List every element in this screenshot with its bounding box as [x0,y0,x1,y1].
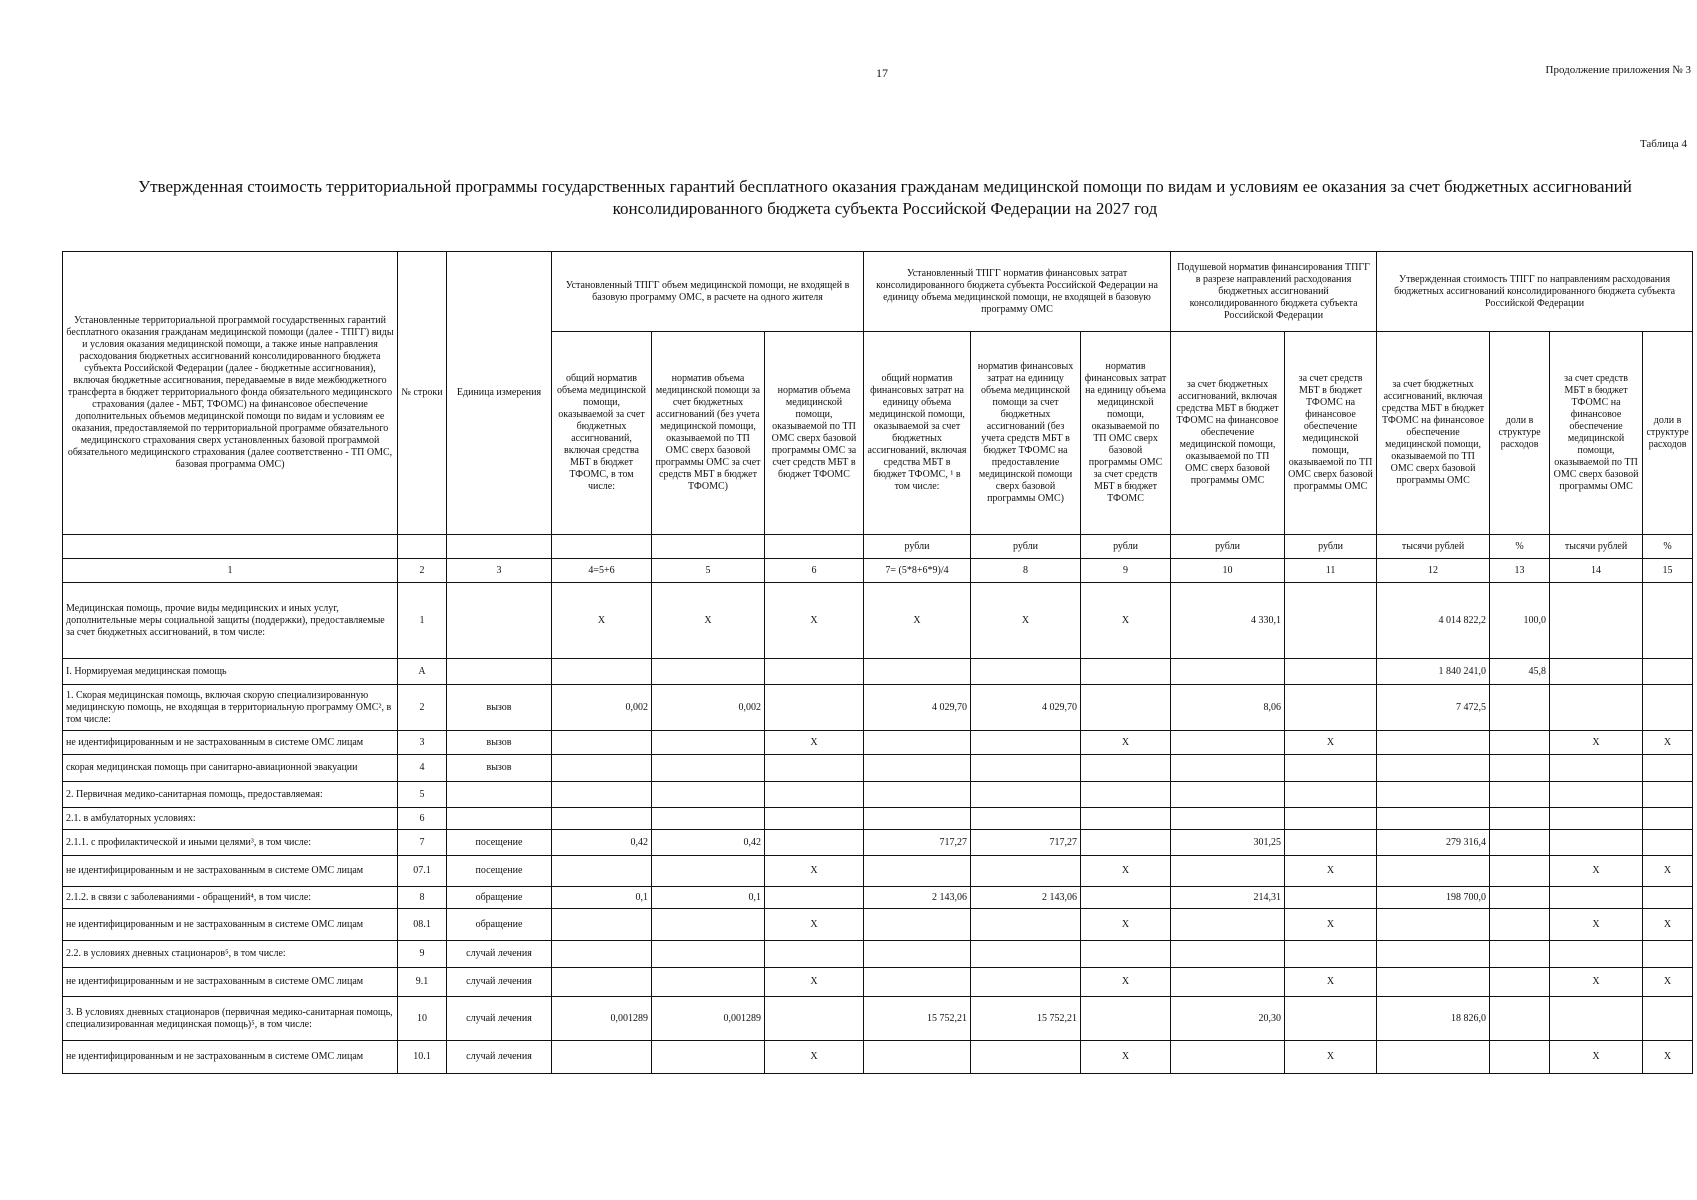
cell-c11 [1285,583,1377,659]
cell-c10: 8,06 [1171,685,1285,731]
row-number: 1 [398,583,447,659]
cell-c10: 20,30 [1171,997,1285,1041]
row-number: 9.1 [398,968,447,997]
column-number-cell: 2 [398,559,447,583]
cell-c11: X [1285,731,1377,755]
unit-cell: рубли [1171,535,1285,559]
cell-c8 [971,755,1081,782]
cell-c8 [971,909,1081,941]
cell-c6: X [765,968,864,997]
cell-c8 [971,856,1081,887]
header-group-volume: Установленный ТПГГ объем медицинской помощи, не входящей в базовую программу ОМС, в расчете на одного жителя [552,252,864,332]
cell-c13: 45,8 [1490,659,1550,685]
row-name: 2.1.2. в связи с заболеваниями - обращений⁴, в том числе: [63,887,398,909]
cell-c12 [1377,856,1490,887]
cell-c5 [652,941,765,968]
cell-c11 [1285,830,1377,856]
cell-c6: X [765,1041,864,1074]
cell-c10 [1171,941,1285,968]
cell-c15: X [1643,909,1693,941]
cell-c13 [1490,731,1550,755]
row-number: 07.1 [398,856,447,887]
row-name: I. Нормируемая медицинская помощь [63,659,398,685]
row-name: 3. В условиях дневных стационаров (первичная медико-санитарная помощь, специализированная медицинская помощь)⁵, в том числе: [63,997,398,1041]
row-number: А [398,659,447,685]
cell-c6: X [765,731,864,755]
cell-c13 [1490,941,1550,968]
cell-c7: 4 029,70 [864,685,971,731]
column-number-cell: 8 [971,559,1081,583]
cell-c4: X [552,583,652,659]
cell-c10 [1171,909,1285,941]
cell-c15 [1643,782,1693,808]
cell-c9: X [1081,856,1171,887]
cell-c9: X [1081,968,1171,997]
cell-c13 [1490,755,1550,782]
table-row [63,909,1693,941]
row-name: 2. Первичная медико-санитарная помощь, предоставляемая: [63,782,398,808]
cell-c15: X [1643,968,1693,997]
cell-c8 [971,1041,1081,1074]
cell-c6: X [765,909,864,941]
row-number: 5 [398,782,447,808]
cell-c5 [652,968,765,997]
column-number-cell: 4=5+6 [552,559,652,583]
cell-c9 [1081,941,1171,968]
table-row [63,685,1693,731]
row-unit [447,782,552,808]
cell-c5 [652,808,765,830]
cell-c10 [1171,755,1285,782]
cell-c11 [1285,887,1377,909]
cell-c7 [864,856,971,887]
column-number-cell: 15 [1643,559,1693,583]
cell-c7 [864,968,971,997]
unit-cell [398,535,447,559]
header-c12: за счет бюджетных ассигнований, включая средства МБТ в бюджет ТФОМС на финансовое обеспечение медицинской помощи, оказываемой по ТП ОМС сверх базовой программы ОМС [1377,332,1490,535]
cell-c12: 18 826,0 [1377,997,1490,1041]
cell-c10 [1171,1041,1285,1074]
row-unit: вызов [447,755,552,782]
cell-c8 [971,808,1081,830]
cell-c7 [864,941,971,968]
cell-c6 [765,997,864,1041]
cell-c8: 717,27 [971,830,1081,856]
cell-c12: 198 700,0 [1377,887,1490,909]
cell-c14 [1550,685,1643,731]
column-number-cell: 10 [1171,559,1285,583]
cell-c15 [1643,659,1693,685]
cell-c6 [765,755,864,782]
cell-c14 [1550,997,1643,1041]
row-unit [447,659,552,685]
unit-cell: % [1490,535,1550,559]
cell-c4 [552,731,652,755]
row-unit: случай лечения [447,968,552,997]
cell-c12 [1377,755,1490,782]
header-group-approved-cost: Утвержденная стоимость ТПГГ по направлениям расходования бюджетных ассигнований консолидированного бюджета субъекта Российской Федерации [1377,252,1693,332]
cell-c9 [1081,685,1171,731]
cell-c11: X [1285,1041,1377,1074]
unit-cell: % [1643,535,1693,559]
cell-c14: X [1550,1041,1643,1074]
cell-c14 [1550,941,1643,968]
units-row [63,535,1693,559]
cell-c10: 301,25 [1171,830,1285,856]
cell-c10: 4 330,1 [1171,583,1285,659]
row-number: 6 [398,808,447,830]
cell-c7 [864,782,971,808]
column-number-cell: 6 [765,559,864,583]
cell-c7: X [864,583,971,659]
row-number: 3 [398,731,447,755]
header-group-cost-norm: Установленный ТПГГ норматив финансовых затрат консолидированного бюджета субъекта Российской Федерации на единицу объема медицинской помощи, не входящей в базовую программу ОМС [864,252,1171,332]
cell-c15 [1643,830,1693,856]
row-unit: посещение [447,856,552,887]
cell-c14 [1550,755,1643,782]
row-name: не идентифицированным и не застрахованным в системе ОМС лицам [63,968,398,997]
cell-c12 [1377,808,1490,830]
row-number: 10.1 [398,1041,447,1074]
cell-c14: X [1550,968,1643,997]
cell-c14: X [1550,909,1643,941]
cell-c12: 4 014 822,2 [1377,583,1490,659]
header-c14: за счет средств МБТ в бюджет ТФОМС на финансовое обеспечение медицинской помощи, оказываемой по ТП ОМС сверх базовой программы ОМС [1550,332,1643,535]
cell-c10 [1171,731,1285,755]
column-number-cell: 5 [652,559,765,583]
cell-c15: X [1643,1041,1693,1074]
row-name: Медицинская помощь, прочие виды медицинских и иных услуг, дополнительные меры социальной защиты (поддержки), предоставляемые за счет бюджетных ассигнований, в том числе: [63,583,398,659]
unit-cell: тысячи рублей [1377,535,1490,559]
cell-c14 [1550,887,1643,909]
cell-c13 [1490,1041,1550,1074]
cell-c14 [1550,659,1643,685]
row-unit: обращение [447,887,552,909]
cell-c7 [864,808,971,830]
column-number-cell: 9 [1081,559,1171,583]
row-unit: вызов [447,685,552,731]
table-row [63,659,1693,685]
row-number: 4 [398,755,447,782]
unit-cell [765,535,864,559]
cell-c6 [765,685,864,731]
table-row [63,782,1693,808]
unit-cell: рубли [1081,535,1171,559]
cell-c5 [652,659,765,685]
header-c11: за счет средств МБТ в бюджет ТФОМС на финансовое обеспечение медицинской помощи, оказываемой по ТП ОМС сверх базовой программы ОМС [1285,332,1377,535]
column-number-cell: 13 [1490,559,1550,583]
cell-c4 [552,755,652,782]
column-number-cell: 14 [1550,559,1643,583]
cell-c9 [1081,830,1171,856]
cell-c5 [652,856,765,887]
cell-c12 [1377,941,1490,968]
unit-cell: рубли [864,535,971,559]
row-name: 2.2. в условиях дневных стационаров⁵, в том числе: [63,941,398,968]
table-row [63,968,1693,997]
cell-c10 [1171,808,1285,830]
cell-c9 [1081,997,1171,1041]
row-name: 1. Скорая медицинская помощь, включая скорую специализированную медицинскую помощь, не входящая в территориальную программу ОМС², в том числе: [63,685,398,731]
cell-c4 [552,856,652,887]
cell-c12: 279 316,4 [1377,830,1490,856]
title-line-2: консолидированного бюджета субъекта Российской Федерации на 2027 год [612,199,1158,218]
header-c6: норматив объема медицинской помощи, оказываемой по ТП ОМС сверх базовой программы ОМС за счет средств МБТ в бюджет ТФОМС [765,332,864,535]
row-unit: вызов [447,731,552,755]
cell-c13 [1490,808,1550,830]
cell-c4: 0,002 [552,685,652,731]
header-c5: норматив объема медицинской помощи за счет бюджетных ассигнований (без учета медицинской помощи, оказываемой по ТП ОМС сверх базовой программы ОМС за счет средств МБТ в бюджет ТФОМС) [652,332,765,535]
cell-c14 [1550,830,1643,856]
cell-c11 [1285,659,1377,685]
row-unit [447,583,552,659]
header-c7: общий норматив финансовых затрат на единицу объема медицинской помощи, оказываемой за счет бюджетных ассигнований, включая средства МБТ в бюджет ТФОМС, ¹ в том числе: [864,332,971,535]
cell-c4 [552,808,652,830]
cell-c13 [1490,830,1550,856]
cell-c5: 0,1 [652,887,765,909]
row-name: не идентифицированным и не застрахованным в системе ОМС лицам [63,1041,398,1074]
cell-c5 [652,731,765,755]
cell-c14 [1550,782,1643,808]
cell-c9: X [1081,583,1171,659]
cell-c12 [1377,968,1490,997]
cell-c5 [652,1041,765,1074]
cell-c14: X [1550,731,1643,755]
cell-c4: 0,1 [552,887,652,909]
cell-c8: 15 752,21 [971,997,1081,1041]
row-name: не идентифицированным и не застрахованным в системе ОМС лицам [63,856,398,887]
row-name: не идентифицированным и не застрахованным в системе ОМС лицам [63,731,398,755]
table-row [63,731,1693,755]
row-number: 08.1 [398,909,447,941]
cell-c9 [1081,887,1171,909]
unit-cell [552,535,652,559]
cell-c13 [1490,887,1550,909]
unit-cell: рубли [1285,535,1377,559]
cell-c11 [1285,997,1377,1041]
cell-c9: X [1081,909,1171,941]
cell-c9 [1081,755,1171,782]
cell-c11 [1285,808,1377,830]
cell-c8: 2 143,06 [971,887,1081,909]
table-row [63,887,1693,909]
cell-c15 [1643,808,1693,830]
cell-c12: 7 472,5 [1377,685,1490,731]
cell-c13 [1490,968,1550,997]
cell-c11 [1285,685,1377,731]
cell-c11 [1285,755,1377,782]
cell-c8 [971,968,1081,997]
cell-c10 [1171,856,1285,887]
cell-c4 [552,909,652,941]
cell-c15: X [1643,731,1693,755]
document-title [95,176,1675,220]
row-unit [447,808,552,830]
cell-c13 [1490,909,1550,941]
cell-c14 [1550,808,1643,830]
row-name: скорая медицинская помощь при санитарно-авиационной эвакуации [63,755,398,782]
cost-table [62,251,1693,1074]
cell-c6 [765,830,864,856]
cell-c6: X [765,856,864,887]
cell-c8 [971,941,1081,968]
row-number: 2 [398,685,447,731]
row-name: не идентифицированным и не застрахованным в системе ОМС лицам [63,909,398,941]
cell-c4: 0,42 [552,830,652,856]
row-number: 9 [398,941,447,968]
cell-c4 [552,782,652,808]
cell-c7: 15 752,21 [864,997,971,1041]
title-line-1: Утвержденная стоимость территориальной программы государственных гарантий бесплатного оказания гражданам медицинской помощи по видам и условиям ее оказания за счет бюджетных ассигнований [138,177,1632,196]
unit-cell: тысячи рублей [1550,535,1643,559]
cell-c5 [652,755,765,782]
header-c8: норматив финансовых затрат на единицу объема медицинской помощи за счет бюджетных ассигнований (без учета средств МБТ в бюджет ТФОМС на предоставление медицинской помощи сверх базовой программы ОМС) [971,332,1081,535]
row-number: 10 [398,997,447,1041]
cell-c15 [1643,887,1693,909]
table-number: Таблица 4 [1639,138,1687,150]
cell-c7 [864,909,971,941]
column-number-cell: 3 [447,559,552,583]
cell-c15 [1643,583,1693,659]
cell-c10: 214,31 [1171,887,1285,909]
unit-cell [63,535,398,559]
cell-c5 [652,909,765,941]
cell-c4 [552,1041,652,1074]
cell-c8: X [971,583,1081,659]
cell-c5: 0,001289 [652,997,765,1041]
header-c15: доли в структуре расходов [1643,332,1693,535]
cell-c15 [1643,755,1693,782]
cell-c6 [765,659,864,685]
cell-c6: X [765,583,864,659]
cell-c14 [1550,583,1643,659]
cell-c7 [864,1041,971,1074]
table-row [63,583,1693,659]
cell-c9 [1081,782,1171,808]
cell-c8 [971,731,1081,755]
header-col1: Установленные территориальной программой государственных гарантий бесплатного оказания гражданам медицинской помощи (далее - ТПГГ) виды и условия оказания медицинской помощи, а также иные направления расходования бюджетных ассигнований консолидированного бюджета субъекта Российской Федерации (далее - бюджетные ассигнования), включая бюджетные ассигнования, передаваемые в виде межбюджетного трансферта в бюджет территориального фонда обязательного медицинского страхования (далее - МБТ, ТФОМС) на финансовое обеспечение дополнительных объемов медицинской помощи по видам и условиям ее оказания, предоставляемой по территориальной программе обязательного медицинского страхования сверх установленных базовой программой обязательного медицинского страхования (далее соответственно - ТП ОМС, базовая программа ОМС) [63,252,398,535]
cell-c7 [864,731,971,755]
column-numbers-row [63,559,1693,583]
table-row [63,755,1693,782]
cell-c11 [1285,782,1377,808]
cell-c13 [1490,782,1550,808]
cell-c9 [1081,659,1171,685]
row-unit: случай лечения [447,997,552,1041]
column-number-cell: 1 [63,559,398,583]
cell-c14: X [1550,856,1643,887]
cell-c6 [765,782,864,808]
cell-c15: X [1643,856,1693,887]
cell-c8 [971,659,1081,685]
cell-c12: 1 840 241,0 [1377,659,1490,685]
table-row [63,830,1693,856]
cell-c13 [1490,685,1550,731]
cell-c4 [552,659,652,685]
cell-c11: X [1285,856,1377,887]
header-c13: доли в структуре расходов [1490,332,1550,535]
cell-c12 [1377,1041,1490,1074]
row-name: 2.1.1. с профилактической и иными целями³, в том числе: [63,830,398,856]
unit-cell: рубли [971,535,1081,559]
cell-c13 [1490,856,1550,887]
cell-c15 [1643,685,1693,731]
cell-c11: X [1285,968,1377,997]
cell-c10 [1171,968,1285,997]
cell-c4: 0,001289 [552,997,652,1041]
row-name: 2.1. в амбулаторных условиях: [63,808,398,830]
cell-c9 [1081,808,1171,830]
cell-c12 [1377,909,1490,941]
header-unit: Единица измерения [447,252,552,535]
cell-c5 [652,782,765,808]
header-c4: общий норматив объема медицинской помощи, оказываемой за счет бюджетных ассигнований, включая средства МБТ в бюджет ТФОМС, в том числе: [552,332,652,535]
row-unit: случай лечения [447,1041,552,1074]
cell-c7: 2 143,06 [864,887,971,909]
cell-c4 [552,941,652,968]
cell-c5: 0,002 [652,685,765,731]
table-row [63,856,1693,887]
column-number-cell: 12 [1377,559,1490,583]
cell-c7: 717,27 [864,830,971,856]
cell-c8: 4 029,70 [971,685,1081,731]
row-unit: случай лечения [447,941,552,968]
header-row-number: № строки [398,252,447,535]
cell-c11 [1285,941,1377,968]
unit-cell [447,535,552,559]
row-number: 7 [398,830,447,856]
column-number-cell: 11 [1285,559,1377,583]
cell-c7 [864,659,971,685]
cell-c10 [1171,659,1285,685]
cell-c8 [971,782,1081,808]
cell-c9: X [1081,1041,1171,1074]
cell-c15 [1643,997,1693,1041]
column-number-cell: 7= (5*8+6*9)/4 [864,559,971,583]
header-c10: за счет бюджетных ассигнований, включая средства МБТ в бюджет ТФОМС на финансовое обеспечение медицинской помощи, оказываемой по ТП ОМС сверх базовой программы ОМС [1171,332,1285,535]
cell-c12 [1377,731,1490,755]
cell-c6 [765,941,864,968]
cell-c12 [1377,782,1490,808]
cell-c9: X [1081,731,1171,755]
row-number: 8 [398,887,447,909]
cell-c5: 0,42 [652,830,765,856]
header-group-per-capita: Подушевой норматив финансирования ТПГГ в разрезе направлений расходования бюджетных ассигнований консолидированного бюджета субъекта Российской Федерации [1171,252,1377,332]
table-row [63,997,1693,1041]
cell-c15 [1643,941,1693,968]
table-row [63,941,1693,968]
cell-c4 [552,968,652,997]
table-row [63,808,1693,830]
row-unit: обращение [447,909,552,941]
cell-c13: 100,0 [1490,583,1550,659]
cell-c10 [1171,782,1285,808]
row-unit: посещение [447,830,552,856]
header-c9: норматив финансовых затрат на единицу объема медицинской помощи, оказываемой по ТП ОМС сверх базовой программы ОМС за счет средств МБТ в бюджет ТФОМС [1081,332,1171,535]
page-number: 17 [876,66,888,80]
cell-c11: X [1285,909,1377,941]
appendix-note: Продолжение приложения № 3 [1545,64,1691,76]
cell-c7 [864,755,971,782]
cell-c13 [1490,997,1550,1041]
table-row [63,1041,1693,1074]
cell-c5: X [652,583,765,659]
cell-c6 [765,808,864,830]
unit-cell [652,535,765,559]
cell-c6 [765,887,864,909]
